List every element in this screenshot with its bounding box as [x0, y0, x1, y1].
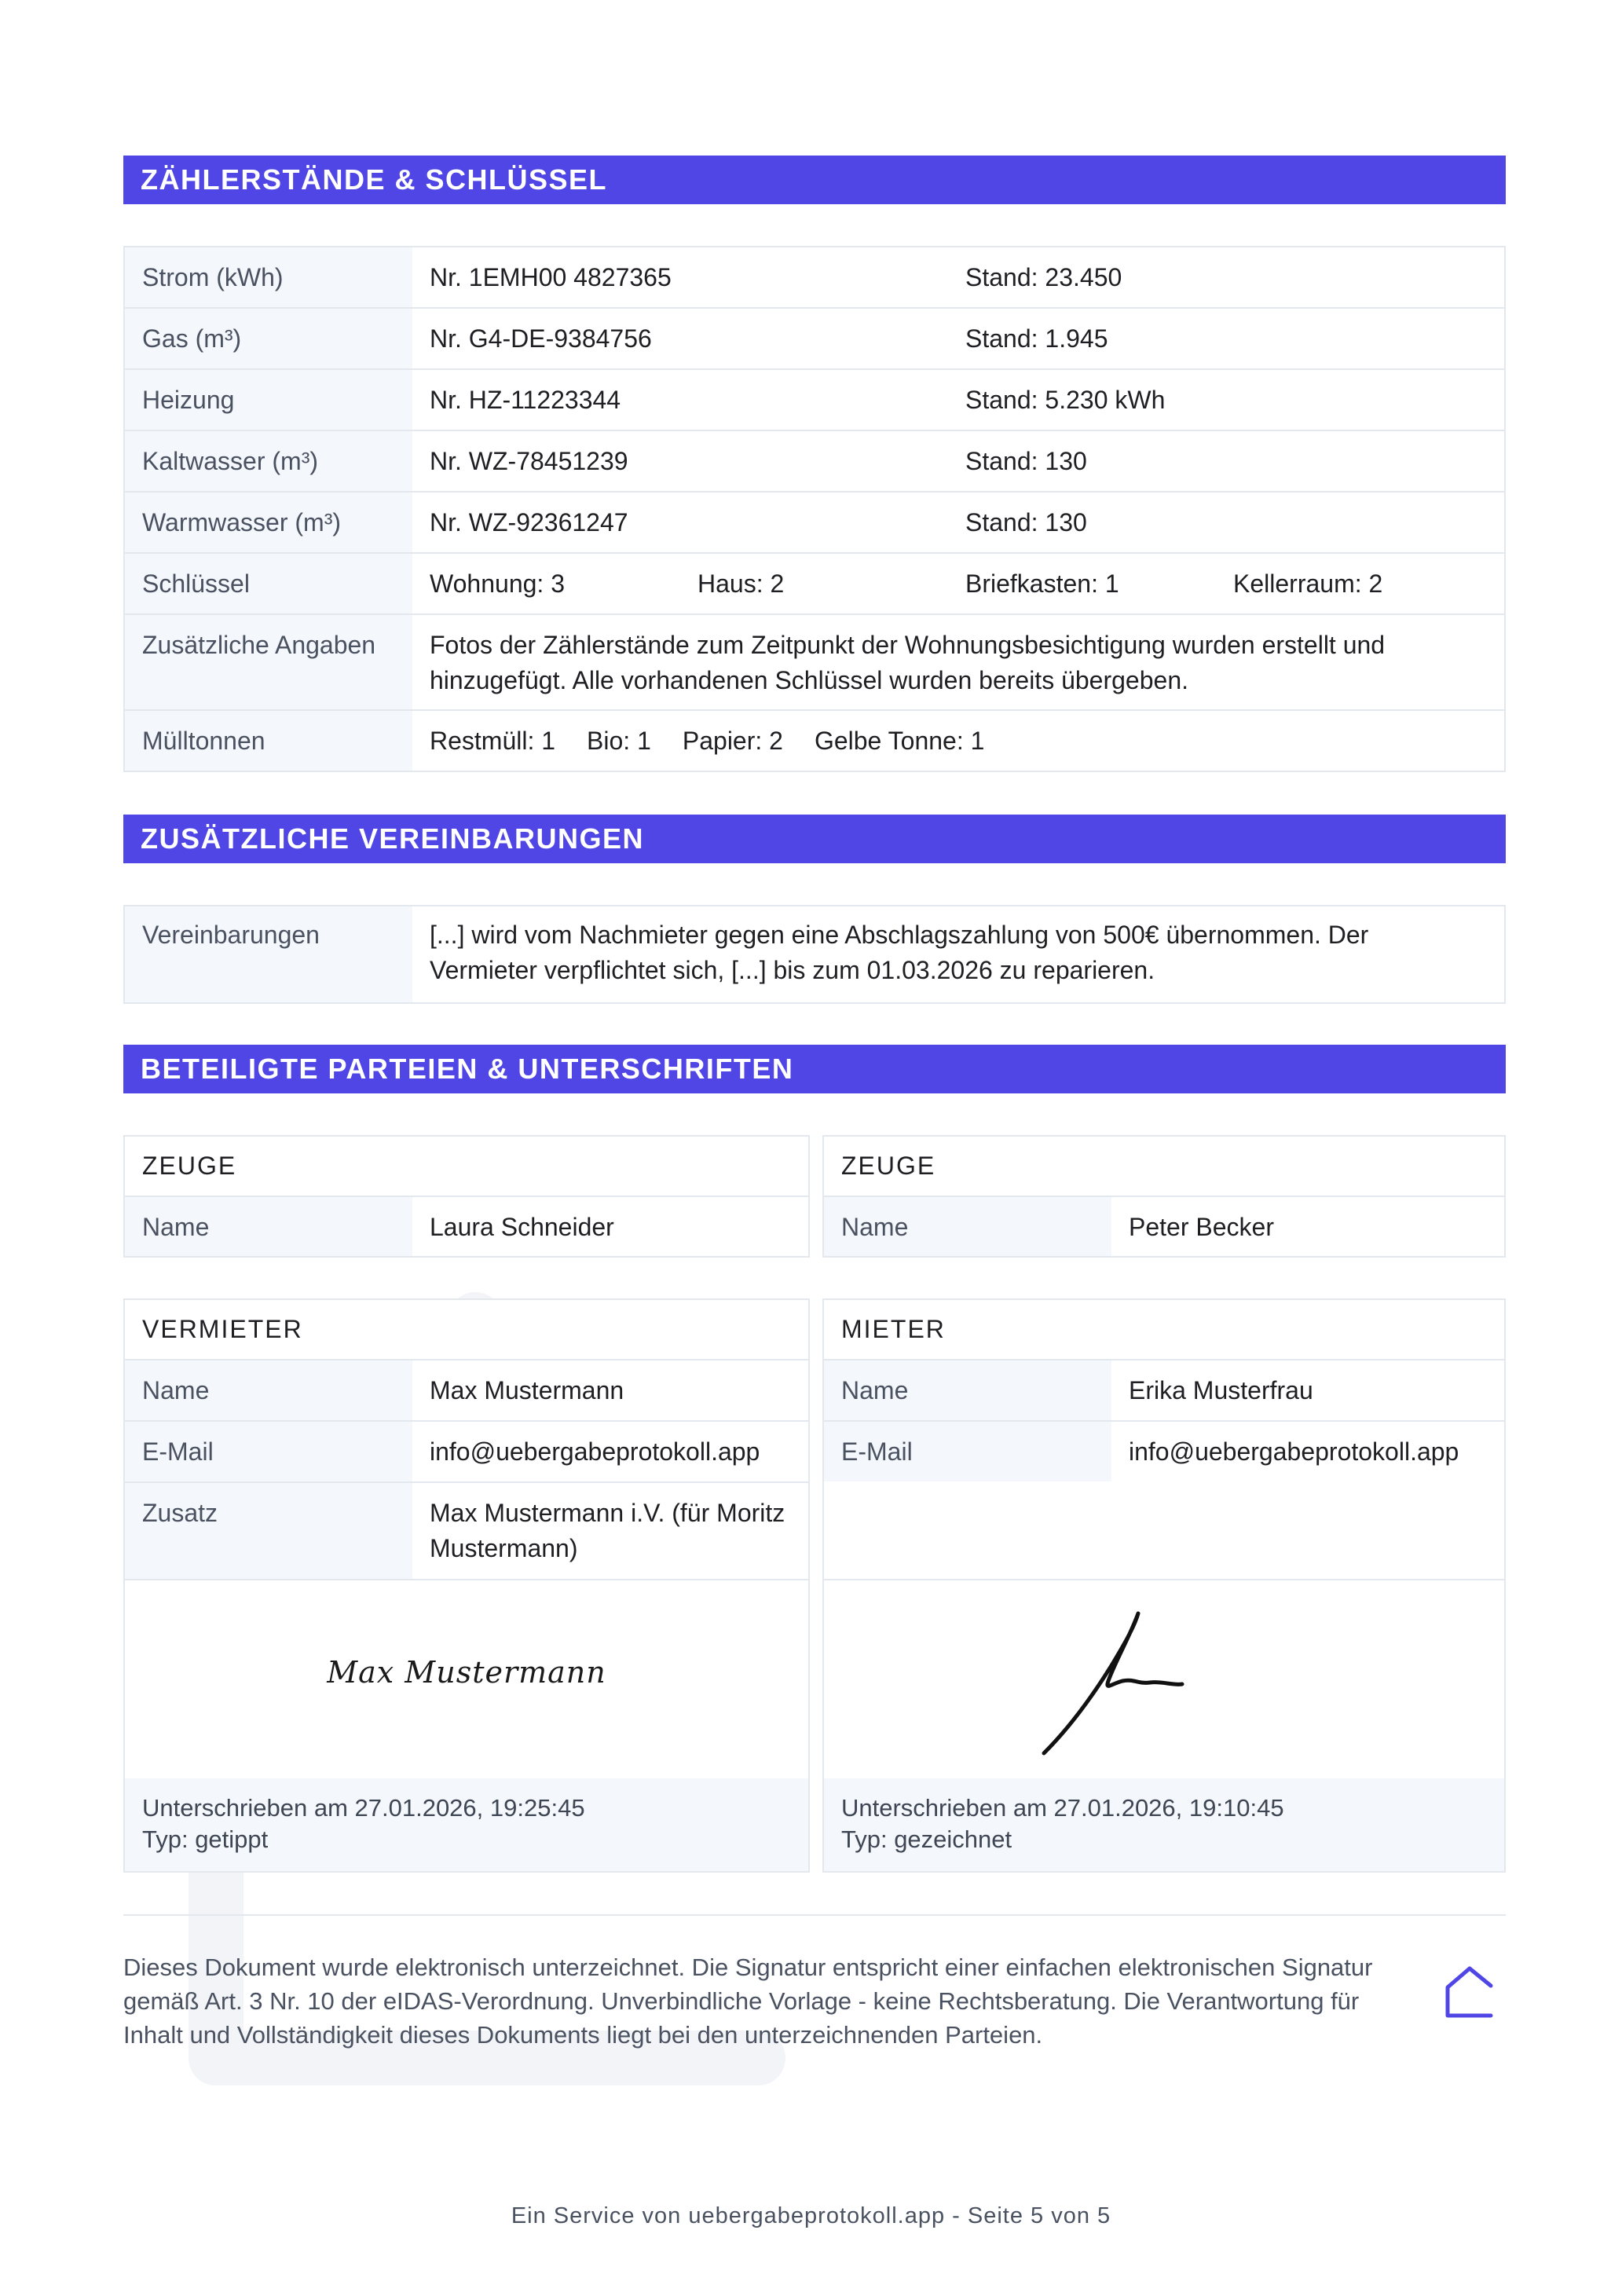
tenant-signature — [1036, 1604, 1225, 1761]
landlord-name-label: Name — [125, 1360, 412, 1420]
landlord-extra-row — [125, 1483, 808, 1579]
agreements-label: Vereinbarungen — [124, 906, 412, 1003]
meter-reading: Stand: 5.230 kWh — [965, 386, 1166, 414]
extra-info-label: Zusätzliche Angaben — [124, 614, 412, 710]
agreements-table — [123, 905, 1506, 1004]
meter-label: Strom (kWh) — [124, 247, 412, 308]
tenant-signature-meta — [824, 1778, 1504, 1871]
landlord-email: info@uebergabeprotokoll.app — [430, 1437, 760, 1466]
landlord-card — [123, 1298, 810, 1873]
tenant-title: MIETER — [824, 1300, 1504, 1360]
landlord-name-row — [125, 1360, 808, 1422]
keys-kellerraum: Kellerraum: 2 — [1233, 569, 1383, 598]
table-row — [124, 710, 1505, 771]
witness-name-label: Name — [824, 1197, 1111, 1258]
table-row — [124, 614, 1505, 710]
landlord-signature-area — [125, 1579, 808, 1782]
tenant-signed-at: Unterschrieben am 27.01.2026, 19:10:45 — [841, 1794, 1284, 1822]
meter-label: Gas (m³) — [124, 308, 412, 369]
tenant-signature-area — [824, 1579, 1504, 1782]
section-header-meters: ZÄHLERSTÄNDE & SCHLÜSSEL — [123, 156, 1506, 204]
witness-name-row — [125, 1197, 808, 1258]
meter-label: Heizung — [124, 369, 412, 430]
meter-number: Nr. G4-DE-9384756 Stand: 1.945 — [412, 308, 1505, 369]
witness-card-2 — [822, 1135, 1506, 1258]
keys-briefkasten: Briefkasten: 1 — [965, 569, 1119, 598]
table-row — [124, 553, 1505, 614]
witness-title: ZEUGE — [125, 1137, 808, 1197]
bins-bio: Bio: 1 — [587, 727, 651, 755]
bins-papier: Papier: 2 — [682, 727, 783, 755]
meter-reading: Stand: 1.945 — [965, 324, 1108, 353]
landlord-signature-meta — [125, 1778, 808, 1871]
witness-name-label: Name — [125, 1197, 412, 1258]
meter-number: Nr. 1EMH00 4827365 Stand: 23.450 — [412, 247, 1505, 308]
tenant-name: Erika Musterfrau — [1129, 1376, 1313, 1404]
bins-values — [412, 710, 1505, 771]
table-row — [124, 430, 1505, 492]
table-row — [124, 369, 1505, 430]
meter-reading: Stand: 23.450 — [965, 263, 1122, 291]
meter-number: Nr. WZ-92361247 Stand: 130 — [412, 492, 1505, 553]
landlord-name: Max Mustermann — [430, 1376, 624, 1404]
landlord-signed-at: Unterschrieben am 27.01.2026, 19:25:45 — [142, 1794, 585, 1822]
keys-wohnung: Wohnung: 3 — [430, 569, 565, 598]
meter-label: Warmwasser (m³) — [124, 492, 412, 553]
witness-name: Laura Schneider — [430, 1213, 614, 1241]
landlord-email-row — [125, 1422, 808, 1483]
footer-disclaimer: Dieses Dokument wurde elektronisch unterzeichnet. Die Signatur entspricht einer einfachen elektronischen Signatur gemäß Art. 3 Nr. 10 der eIDAS-Verordnung. Unverbindliche Vorlage - keine Rechtsberatung. Die Verantwortung für Inhalt und Vollständigkeit dieses Dokuments liegt bei den unterzeichnenden Parteien. — [123, 1954, 1373, 2049]
footer-divider — [123, 1914, 1506, 1916]
keys-values — [412, 553, 1505, 614]
tenant-card — [822, 1298, 1506, 1873]
meter-reading: Stand: 130 — [965, 508, 1087, 536]
section-header-agreements: ZUSÄTZLICHE VEREINBARUNGEN — [123, 815, 1506, 863]
house-logo-icon — [1442, 1964, 1497, 2020]
table-row — [124, 247, 1505, 308]
bins-gelbe-tonne: Gelbe Tonne: 1 — [814, 727, 985, 755]
landlord-extra-label: Zusatz — [125, 1483, 412, 1579]
landlord-extra: Max Mustermann i.V. (für Moritz Mustermann) — [430, 1499, 785, 1562]
bins-label: Mülltonnen — [124, 710, 412, 771]
keys-haus: Haus: 2 — [697, 569, 785, 598]
landlord-signature-type: Typ: getippt — [142, 1825, 269, 1853]
witness-title: ZEUGE — [824, 1137, 1504, 1197]
tenant-email-label: E-Mail — [824, 1422, 1111, 1481]
bins-restmuell: Restmüll: 1 — [430, 727, 556, 755]
tenant-name-row — [824, 1360, 1504, 1422]
landlord-title: VERMIETER — [125, 1300, 808, 1360]
page-number: Ein Service von uebergabeprotokoll.app - Seite 5 von 5 — [511, 2203, 1111, 2228]
meter-label: Kaltwasser (m³) — [124, 430, 412, 492]
tenant-email: info@uebergabeprotokoll.app — [1129, 1437, 1459, 1466]
tenant-email-row — [824, 1422, 1504, 1481]
tenant-signature-type: Typ: gezeichnet — [841, 1825, 1012, 1853]
witness-card-1 — [123, 1135, 810, 1258]
meter-number: Nr. WZ-78451239 Stand: 130 — [412, 430, 1505, 492]
extra-info-text: Fotos der Zählerstände zum Zeitpunkt der Wohnungsbesichtigung wurden erstellt und hinzugefügt. Alle vorhandenen Schlüssel wurden bereits übergeben. — [412, 614, 1505, 710]
table-row — [124, 308, 1505, 369]
witness-name: Peter Becker — [1129, 1213, 1274, 1241]
meter-number: Nr. HZ-11223344 Stand: 5.230 kWh — [412, 369, 1505, 430]
keys-label: Schlüssel — [124, 553, 412, 614]
landlord-email-label: E-Mail — [125, 1422, 412, 1481]
meter-reading: Stand: 130 — [965, 447, 1087, 475]
tenant-name-label: Name — [824, 1360, 1111, 1420]
agreements-text: [...] wird vom Nachmieter gegen eine Abschlagszahlung von 500€ übernommen. Der Vermieter verpflichtet sich, [...] bis zum 01.03.2026 zu reparieren. — [430, 921, 1369, 984]
section-header-parties: BETEILIGTE PARTEIEN & UNTERSCHRIFTEN — [123, 1045, 1506, 1093]
meters-table — [123, 246, 1506, 772]
witness-name-row — [824, 1197, 1504, 1258]
table-row — [124, 492, 1505, 553]
table-row — [124, 906, 1505, 1003]
landlord-signature: Max Mustermann — [327, 1655, 606, 1690]
